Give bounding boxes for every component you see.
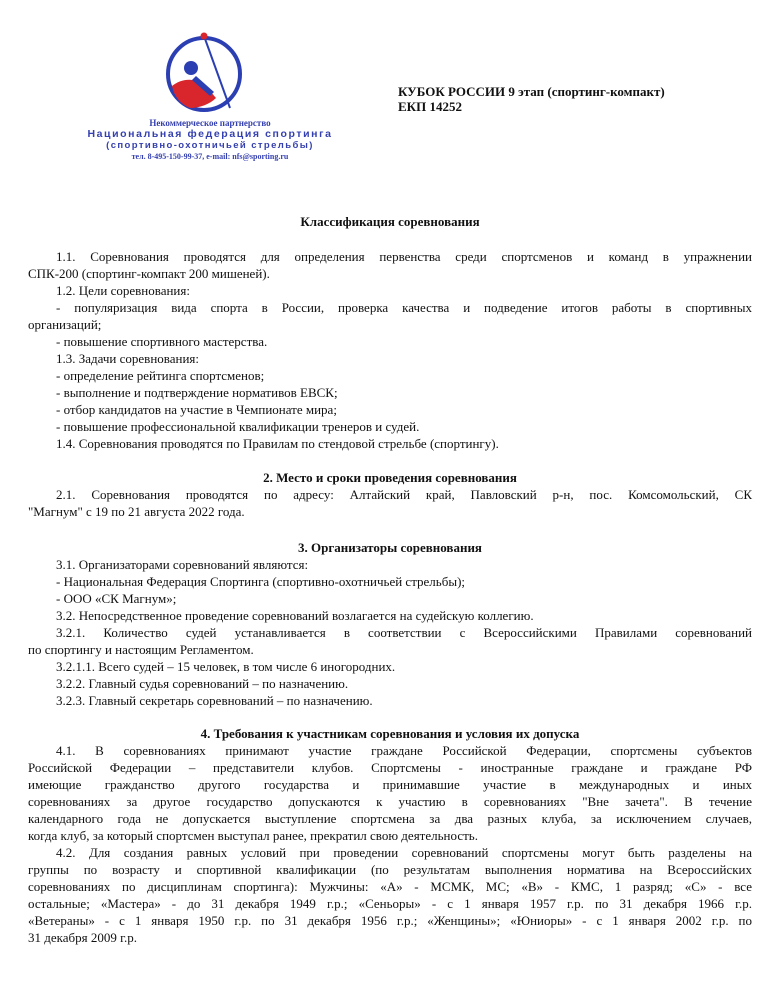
p3-2-2: 3.2.2. Главный судья соревнований – по назначению. bbox=[56, 676, 349, 691]
p1-1-line1: 1.1. Соревнования проводятся для определения первенства среди спортсменов и команд в упражнении bbox=[56, 249, 752, 264]
section1-title: Классификация соревнования bbox=[300, 214, 480, 229]
org-name: Национальная федерация спортинга bbox=[87, 128, 333, 140]
org1: - Национальная Федерация Спортинга (спортивно-охотничьей стрельбы); bbox=[56, 574, 466, 589]
task4: - повышение профессиональной квалификации тренеров и судей. bbox=[56, 419, 420, 434]
p1-2: 1.2. Цели соревнования: bbox=[56, 283, 190, 298]
cup-heading bbox=[398, 84, 665, 114]
p4-2-line3: соревнованиях по дисциплинам спортинга): Мужчины: «А» - МСМК, МС; «В» - КМС, 1 разряд; «С» - все bbox=[28, 879, 752, 894]
p4-1-line1: 4.1. В соревнованиях принимают участие граждане Российской Федерации, спортсмены субъектов bbox=[56, 743, 752, 758]
p3-1: 3.1. Организаторами соревнований являются: bbox=[56, 557, 309, 572]
goal1-line1: - популяризация вида спорта в России, проверка качества и подведение итогов работы в спортивных bbox=[56, 300, 752, 315]
p4-1-line4: соревнованиях за другое государство допускаются к участию в соревнованиях "Вне зачета". В течение bbox=[28, 794, 752, 809]
section2-title: 2. Место и сроки проведения соревнования bbox=[263, 470, 517, 485]
p4-2-line1: 4.2. Для создания равных условий при проведении соревнований спортсмены могут быть разделены на bbox=[56, 845, 752, 860]
cup-code: ЕКП 14252 bbox=[398, 99, 462, 114]
p2-1-line2: "Магнум" с 19 по 21 августа 2022 года. bbox=[28, 504, 245, 519]
p1-1-line2: СПК-200 (спортинг-компакт 200 мишеней). bbox=[28, 266, 270, 281]
p4-1-line5: календарного года не допускается выступление спортсмена за два разных клуба, за исключением случаев, bbox=[28, 811, 752, 826]
p1-4: 1.4. Соревнования проводятся по Правилам по стендовой стрельбе (спортингу). bbox=[56, 436, 499, 451]
task1: - определение рейтинга спортсменов; bbox=[56, 368, 265, 383]
p3-2-1-line1: 3.2.1. Количество судей устанавливается в соответствии с Всероссийскими Правилами соревнований bbox=[56, 625, 752, 640]
section4-title: 4. Требования к участникам соревнования и условия их допуска bbox=[200, 726, 580, 741]
organization-block bbox=[50, 118, 370, 162]
logo-target bbox=[201, 33, 208, 40]
cup-title: КУБОК РОССИИ 9 этап (спортинг-компакт) bbox=[398, 84, 665, 99]
p1-3: 1.3. Задачи соревнования: bbox=[56, 351, 200, 366]
section3-title: 3. Организаторы соревнования bbox=[298, 540, 482, 555]
p4-1-line3: имеющие гражданство другого государства и принимавшие участие в международных и иных bbox=[28, 777, 752, 792]
goal2: - повышение спортивного мастерства. bbox=[56, 334, 268, 349]
task2: - выполнение и подтверждение нормативов ЕВСК; bbox=[56, 385, 338, 400]
org-type: Некоммерческое партнерство bbox=[149, 118, 271, 128]
p4-1-line2: Российской Федерации – представители клубов. Спортсмены - иностранные граждане и граждане РФ bbox=[28, 760, 752, 775]
p3-2: 3.2. Непосредственное проведение соревнований возлагается на судейскую коллегию. bbox=[56, 608, 534, 623]
p4-2-line2: группы по возрасту и спортивной квалификации (по результатам выполнения норматива на Всероссийских bbox=[28, 862, 752, 877]
logo-head bbox=[184, 61, 198, 75]
federation-logo bbox=[160, 28, 260, 120]
goal1-line2: организаций; bbox=[28, 317, 102, 332]
p4-2-line4: остальные; «Мастера» - до 31 декабря 1949 г.р.; «Сеньоры» - с 1 января 1957 г.р. по 31 декабря 1966 г.р. bbox=[28, 896, 752, 911]
task3: - отбор кандидатов на участие в Чемпионате мира; bbox=[56, 402, 337, 417]
p3-2-1-1: 3.2.1.1. Всего судей – 15 человек, в том числе 6 иногородних. bbox=[56, 659, 396, 674]
org-contacts: тел. 8-495-150-99-37, e-mail: nfs@sporting.ru bbox=[131, 152, 289, 161]
org-subtitle: (спортивно-охотничьей стрельбы) bbox=[106, 140, 314, 151]
p2-1-line1: 2.1. Соревнования проводятся по адресу: Алтайский край, Павловский р-н, пос. Комсомольский, СК bbox=[56, 487, 752, 502]
p4-2-line6: 31 декабря 2009 г.р. bbox=[28, 930, 137, 945]
document-body bbox=[28, 213, 752, 946]
p4-1-line6: когда клуб, за который спортсмен выступал ранее, прекратил свою деятельность. bbox=[28, 828, 478, 843]
org2: - ООО «СК Магнум»; bbox=[56, 591, 177, 606]
p3-2-3: 3.2.3. Главный секретарь соревнований – по назначению. bbox=[56, 693, 373, 708]
p4-2-line5: «Ветераны» - с 1 января 1950 г.р. по 31 декабря 1956 г.р.; «Женщины»; «Юниоры» - с 1 января 2002 г.р. по bbox=[28, 913, 752, 928]
p3-2-1-line2: по спортингу и настоящим Регламентом. bbox=[28, 642, 254, 657]
